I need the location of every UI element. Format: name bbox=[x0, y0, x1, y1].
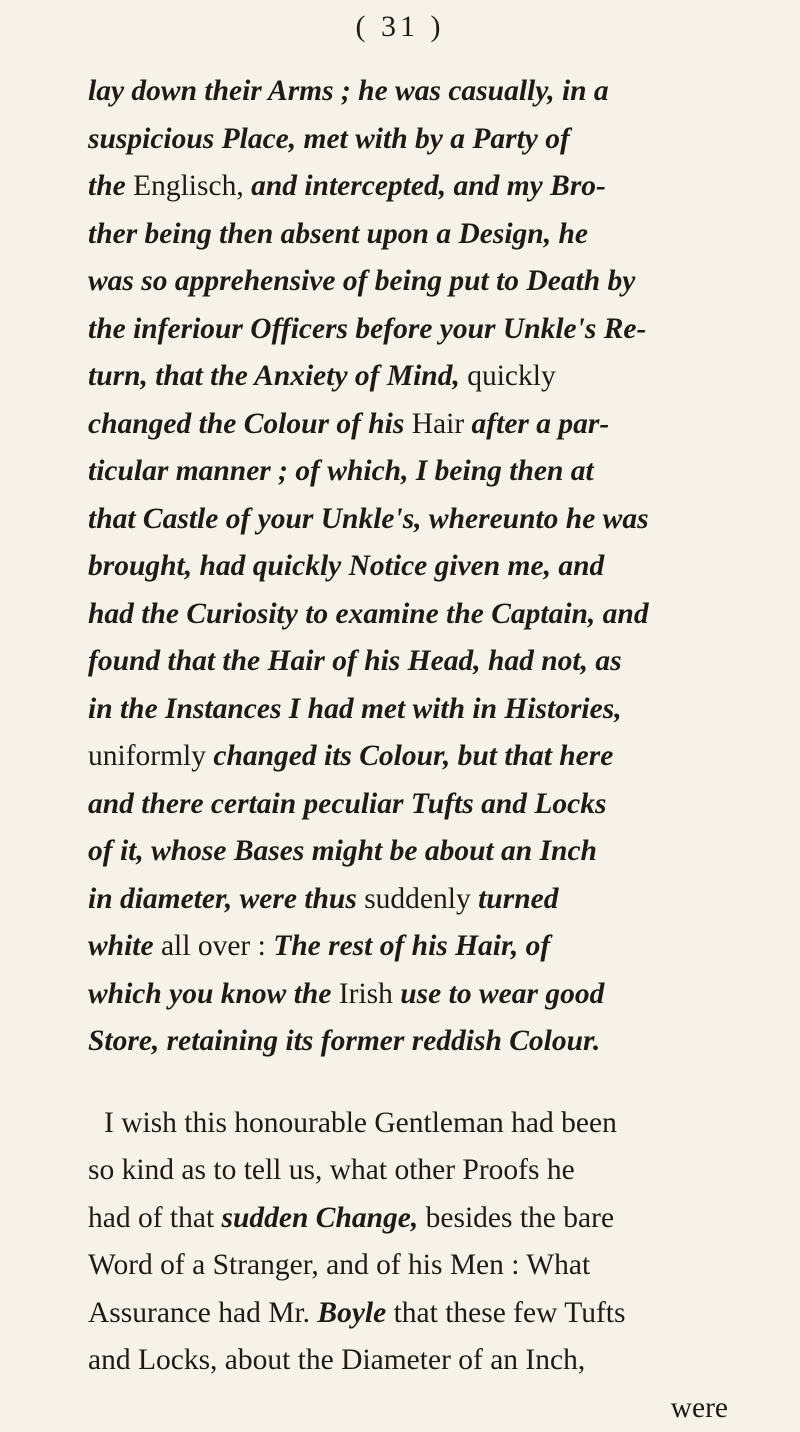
roman-run: Irish bbox=[339, 978, 393, 1010]
text-line bbox=[88, 306, 728, 354]
text-line bbox=[88, 68, 728, 116]
text-run: was so apprehensive of being put to Death by bbox=[88, 265, 635, 297]
text-line bbox=[88, 543, 728, 591]
text-run: white bbox=[88, 930, 161, 962]
text-line bbox=[88, 211, 728, 259]
text-line bbox=[88, 401, 728, 449]
text-run: so kind as to tell us, what other Proofs he bbox=[88, 1154, 575, 1186]
text-run: besides the bare bbox=[418, 1202, 614, 1234]
text-run: in the Instances I had met with in Histories, bbox=[88, 693, 622, 725]
text-run: had the Curiosity to examine the Captain, and bbox=[88, 598, 649, 630]
text-line bbox=[88, 1100, 728, 1148]
text-run: changed its Colour, but that here bbox=[206, 740, 613, 772]
text-run: suspicious Place, met with by a Party of bbox=[88, 123, 570, 155]
text-run: in diameter, were thus bbox=[88, 883, 364, 915]
text-run: found that the Hair of his Head, had not, as bbox=[88, 645, 622, 677]
text-run: the bbox=[88, 170, 133, 202]
text-run: Word of a Stranger, and of his Men : What bbox=[88, 1249, 590, 1281]
text-line bbox=[88, 496, 728, 544]
text-line bbox=[88, 686, 728, 734]
text-line bbox=[88, 1337, 728, 1385]
text-run: ther being then absent upon a Design, he bbox=[88, 218, 588, 250]
text-run: of it, whose Bases might be about an Inch bbox=[88, 835, 597, 867]
text-run: turned bbox=[471, 883, 559, 915]
italic-run: Boyle bbox=[317, 1297, 386, 1329]
text-line bbox=[88, 116, 728, 164]
text-run: that Castle of your Unkle's, whereunto he was bbox=[88, 503, 649, 535]
roman-run: all over : bbox=[161, 930, 266, 962]
text-run: after a par- bbox=[464, 408, 609, 440]
roman-run: suddenly bbox=[364, 883, 471, 915]
text-line bbox=[88, 163, 728, 211]
text-run: Assurance had Mr. bbox=[88, 1297, 317, 1329]
text-line bbox=[88, 1290, 728, 1338]
text-run: had of that bbox=[88, 1202, 222, 1234]
text-line bbox=[88, 1018, 728, 1066]
text-run: turn, that the Anxiety of Mind, bbox=[88, 360, 467, 392]
text-run: changed the Colour of his bbox=[88, 408, 412, 440]
page-body bbox=[88, 68, 728, 1432]
text-run: brought, had quickly Notice given me, and bbox=[88, 550, 604, 582]
italic-run: sudden Change, bbox=[222, 1202, 419, 1234]
text-line bbox=[88, 1195, 728, 1243]
text-line bbox=[88, 923, 728, 971]
text-run: use to wear good bbox=[393, 978, 604, 1010]
roman-run: quickly bbox=[467, 360, 556, 392]
text-line bbox=[88, 971, 728, 1019]
roman-run: Englisch, bbox=[133, 170, 244, 202]
text-line bbox=[88, 1242, 728, 1290]
text-line bbox=[88, 638, 728, 686]
roman-paragraph bbox=[88, 1100, 728, 1385]
text-line bbox=[88, 353, 728, 401]
text-run: and Locks, about the Diameter of an Inch, bbox=[88, 1344, 585, 1376]
page-number: ( 31 ) bbox=[0, 10, 800, 44]
text-line bbox=[88, 733, 728, 781]
text-run: I wish this honourable Gentleman had been bbox=[104, 1107, 617, 1139]
text-line bbox=[88, 591, 728, 639]
text-line bbox=[88, 781, 728, 829]
text-line bbox=[88, 876, 728, 924]
text-run: which you know the bbox=[88, 978, 339, 1010]
catchword: were bbox=[88, 1385, 728, 1432]
text-line bbox=[88, 828, 728, 876]
text-run: Store, retaining its former reddish Colour. bbox=[88, 1025, 600, 1057]
text-run: lay down their Arms ; he was casually, in a bbox=[88, 75, 609, 107]
text-run: the inferiour Officers before your Unkle's Re- bbox=[88, 313, 646, 345]
roman-run: uniformly bbox=[88, 740, 206, 772]
text-line bbox=[88, 1147, 728, 1195]
roman-run: Hair bbox=[412, 408, 464, 440]
text-run: ticular manner ; of which, I being then at bbox=[88, 455, 594, 487]
text-run: and there certain peculiar Tufts and Locks bbox=[88, 788, 606, 820]
text-line bbox=[88, 258, 728, 306]
text-run: and intercepted, and my Bro- bbox=[244, 170, 606, 202]
text-run: that these few Tufts bbox=[386, 1297, 625, 1329]
text-line bbox=[88, 448, 728, 496]
text-run: The rest of his Hair, of bbox=[266, 930, 550, 962]
italic-paragraph bbox=[88, 68, 728, 1066]
